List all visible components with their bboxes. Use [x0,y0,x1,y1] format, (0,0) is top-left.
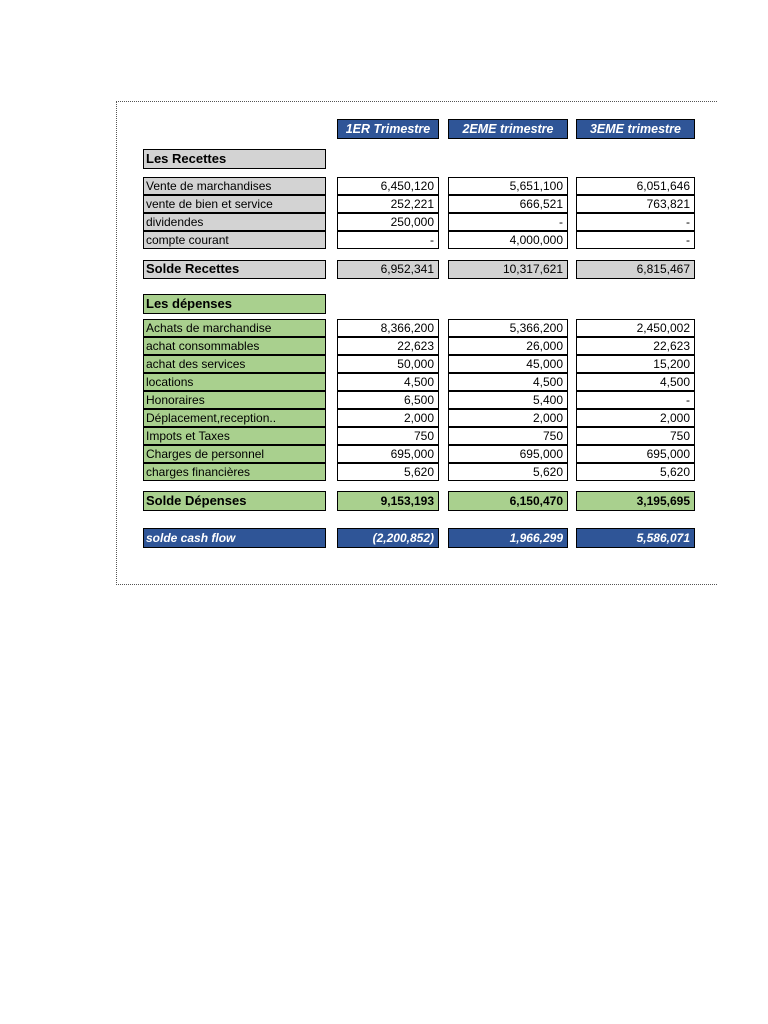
row-label: Achats de marchandise [143,319,326,337]
total-depenses-q2: 6,150,470 [448,491,568,511]
row-value-q2: 666,521 [448,195,568,213]
section-title-recettes: Les Recettes [143,149,326,169]
row-value-q2: 4,500 [448,373,568,391]
row-label: Déplacement,reception.. [143,409,326,427]
total-depenses-q3: 3,195,695 [576,491,695,511]
row-value-q1: - [337,231,439,249]
cashflow-q3: 5,586,071 [576,528,695,548]
column-header-q2: 2EME trimestre [448,119,568,139]
row-label: achat des services [143,355,326,373]
row-label: Impots et Taxes [143,427,326,445]
total-label-recettes: Solde Recettes [143,260,326,279]
total-depenses-q1: 9,153,193 [337,491,439,511]
total-recettes-q2: 10,317,621 [448,260,568,279]
row-label: compte courant [143,231,326,249]
cashflow-label: solde cash flow [143,528,326,548]
row-value-q3: 15,200 [576,355,695,373]
row-value-q2: 750 [448,427,568,445]
column-header-q3: 3EME trimestre [576,119,695,139]
row-value-q1: 6,500 [337,391,439,409]
row-value-q1: 250,000 [337,213,439,231]
row-label: vente de bien et service [143,195,326,213]
row-value-q1: 252,221 [337,195,439,213]
row-value-q1: 695,000 [337,445,439,463]
row-value-q1: 50,000 [337,355,439,373]
row-value-q2: 26,000 [448,337,568,355]
row-label: Vente de marchandises [143,177,326,195]
row-value-q2: 5,651,100 [448,177,568,195]
total-recettes-q1: 6,952,341 [337,260,439,279]
row-value-q2: 695,000 [448,445,568,463]
row-value-q2: - [448,213,568,231]
total-recettes-q3: 6,815,467 [576,260,695,279]
row-value-q2: 5,620 [448,463,568,481]
row-value-q3: 6,051,646 [576,177,695,195]
row-value-q3: 5,620 [576,463,695,481]
row-value-q3: 763,821 [576,195,695,213]
row-value-q1: 22,623 [337,337,439,355]
column-header-q1: 1ER Trimestre [337,119,439,139]
row-value-q3: 750 [576,427,695,445]
row-label: achat consommables [143,337,326,355]
row-value-q1: 5,620 [337,463,439,481]
row-label: dividendes [143,213,326,231]
cashflow-q1: (2,200,852) [337,528,439,548]
row-value-q2: 2,000 [448,409,568,427]
row-value-q1: 750 [337,427,439,445]
row-value-q1: 8,366,200 [337,319,439,337]
row-value-q3: 22,623 [576,337,695,355]
row-value-q2: 4,000,000 [448,231,568,249]
row-value-q1: 2,000 [337,409,439,427]
row-value-q3: 4,500 [576,373,695,391]
row-label: charges financières [143,463,326,481]
row-value-q1: 4,500 [337,373,439,391]
row-label: locations [143,373,326,391]
row-value-q1: 6,450,120 [337,177,439,195]
section-title-depenses: Les dépenses [143,294,326,314]
row-value-q2: 5,400 [448,391,568,409]
row-label: Honoraires [143,391,326,409]
row-value-q3: - [576,231,695,249]
total-label-depenses: Solde Dépenses [143,491,326,511]
cashflow-q2: 1,966,299 [448,528,568,548]
row-value-q3: 695,000 [576,445,695,463]
row-value-q3: 2,000 [576,409,695,427]
row-value-q3: 2,450,002 [576,319,695,337]
row-value-q3: - [576,213,695,231]
row-value-q2: 45,000 [448,355,568,373]
row-value-q2: 5,366,200 [448,319,568,337]
row-value-q3: - [576,391,695,409]
row-label: Charges de personnel [143,445,326,463]
